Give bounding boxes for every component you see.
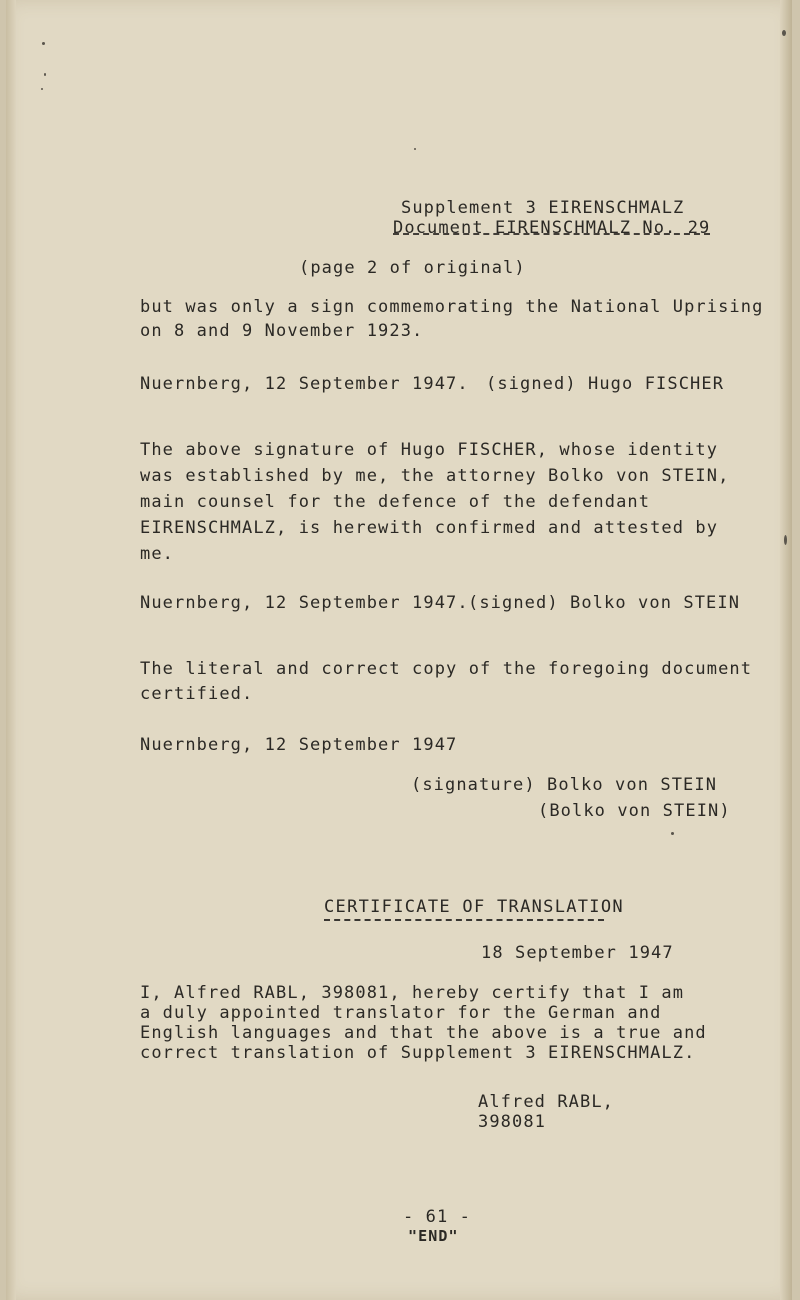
signature-line: (signature) Bolko von STEIN <box>411 775 718 795</box>
body-text-line: main counsel for the defence of the defendant <box>140 492 651 512</box>
signature-line: (signed) Hugo FISCHER <box>486 374 725 394</box>
supplement-heading: Supplement 3 EIRENSCHMALZ <box>401 198 685 218</box>
body-text-line: on 8 and 9 November 1923. <box>140 321 424 341</box>
page-edge-right <box>780 0 792 1300</box>
document-page <box>6 0 792 1300</box>
scan-speck <box>784 535 787 545</box>
body-text-line: was established by me, the attorney Bolko von STEIN, <box>140 466 730 486</box>
certificate-text-line: a duly appointed translator for the German and <box>140 1003 662 1023</box>
scan-speck <box>41 88 43 90</box>
certificate-text-line: English languages and that the above is a true and <box>140 1023 707 1043</box>
scan-speck <box>414 148 416 150</box>
body-text-line: certified. <box>140 684 254 704</box>
translator-number: 398081 <box>478 1112 547 1132</box>
signature-name-line: (Bolko von STEIN) <box>538 801 731 821</box>
scan-speck <box>782 30 786 36</box>
place-date: Nuernberg, 12 September 1947 <box>140 735 458 755</box>
place-date: Nuernberg, 12 September 1947. <box>140 593 469 613</box>
page-note: (page 2 of original) <box>299 258 526 278</box>
translator-name: Alfred RABL, <box>478 1092 615 1112</box>
scan-speck <box>44 73 46 76</box>
signature-line: (signed) Bolko von STEIN <box>468 593 741 613</box>
scan-speck <box>671 832 674 835</box>
certificate-text-line: correct translation of Supplement 3 EIRENSCHMALZ. <box>140 1043 696 1063</box>
page-edge-left <box>6 0 16 1300</box>
place-date: Nuernberg, 12 September 1947. <box>140 374 469 394</box>
document-heading: Document EIRENSCHMALZ No. 29 <box>393 218 711 238</box>
certificate-title: CERTIFICATE OF TRANSLATION <box>324 897 624 917</box>
certificate-text-line: I, Alfred RABL, 398081, hereby certify that I am <box>140 983 685 1003</box>
body-text-line: The above signature of Hugo FISCHER, whose identity <box>140 440 719 460</box>
page-number: - 61 - <box>403 1207 472 1227</box>
body-text-line: but was only a sign commemorating the National Uprising <box>140 297 764 317</box>
end-mark: "END" <box>408 1227 459 1245</box>
title-underline <box>324 919 604 921</box>
body-text-line: me. <box>140 544 175 564</box>
certificate-date: 18 September 1947 <box>481 943 674 963</box>
scan-speck <box>42 42 45 45</box>
body-text-line: The literal and correct copy of the foregoing document <box>140 659 753 679</box>
body-text-line: EIRENSCHMALZ, is herewith confirmed and attested by <box>140 518 719 538</box>
